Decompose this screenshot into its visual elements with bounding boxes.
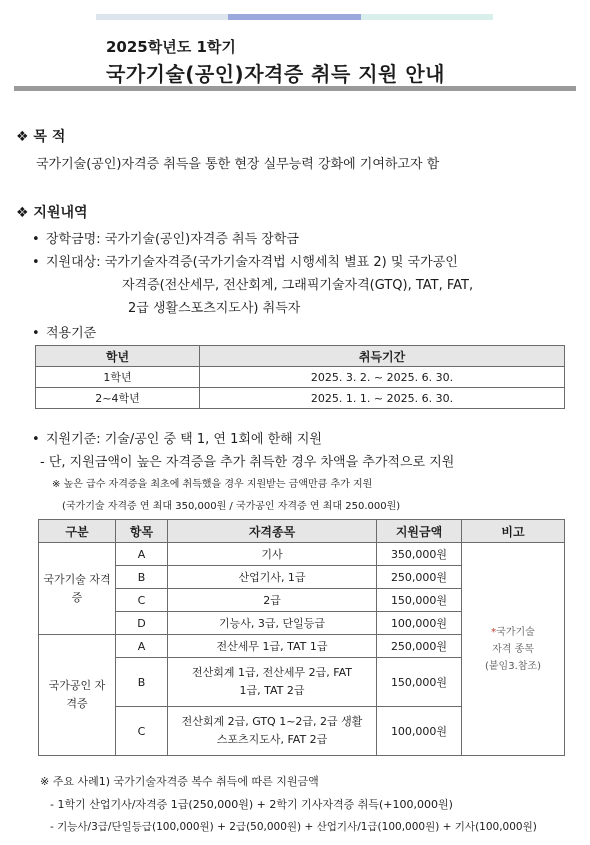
amount-header-qualification: 자격종목 [168, 520, 377, 543]
item-letter: A [116, 635, 168, 658]
example-line-2: - 기능사/3급/단일등급(100,000원) + 2급(50,000원) + 산업기사/1급(100,000원) + 기사(100,000원) [50, 821, 537, 833]
group-national-technical: 국가기술 자격증 [39, 543, 116, 635]
page-subtitle: 2025학년도 1학기 [106, 38, 236, 56]
amount: 150,000원 [377, 589, 462, 612]
scholarship-text: 장학금명: 국가기술(공인)자격증 취득 장학금 [46, 232, 299, 247]
period-table-header [36, 346, 565, 367]
target-text-1: 지원대상: 국가기술자격증(국가기술자격법 시행세칙 별표 2) 및 국가공인 [46, 255, 458, 270]
rule-note-2: (국가기술 자격증 연 최대 350,000원 / 국가공인 자격증 연 최대 250.000원) [62, 501, 401, 512]
rule-main-line: • 지원기준: 기술/공인 중 택 1, 연 1회에 한해 지원 [32, 432, 322, 447]
scholarship-line: • 장학금명: 국가기술(공인)자격증 취득 장학금 [32, 232, 299, 247]
period-header-period: 취득기간 [200, 346, 565, 367]
qualification: 전산세무 1급, TAT 1급 [168, 635, 377, 658]
amount: 150,000원 [377, 658, 462, 707]
amount: 250,000원 [377, 635, 462, 658]
amount: 100,000원 [377, 612, 462, 635]
amount-header-amount: 지원금액 [377, 520, 462, 543]
item-letter: A [116, 543, 168, 566]
title-rule [14, 86, 576, 91]
qualification: 기사 [168, 543, 377, 566]
qualification: 기능사, 3급, 단일등급 [168, 612, 377, 635]
top-bar-segment-light [96, 14, 228, 20]
period-table [35, 345, 565, 409]
remark-line-3: (붙임3.참조) [485, 660, 541, 672]
remark-line-1: 국가기술 [496, 626, 535, 638]
amount: 250,000원 [377, 566, 462, 589]
page-title: 국가기술(공인)자격증 취득 지원 안내 [106, 62, 445, 86]
remark-star: * [491, 626, 497, 638]
period-grade: 1학년 [36, 367, 200, 388]
target-line-1: • 지원대상: 국가기술자격증(국가기술자격법 시행세칙 별표 2) 및 국가공인 [32, 255, 458, 270]
amount: 100,000원 [377, 707, 462, 756]
group-national-certified: 국가공인 자격증 [39, 635, 116, 756]
qualification: 2급 [168, 589, 377, 612]
amount-header-category: 구분 [39, 520, 116, 543]
table-row [36, 388, 565, 409]
amount-table-header [39, 520, 565, 543]
remark-cell [462, 543, 565, 756]
item-letter: C [116, 707, 168, 756]
period-grade: 2~4학년 [36, 388, 200, 409]
item-letter: C [116, 589, 168, 612]
qualification: 전산회계 2급, GTQ 1~2급, 2급 생활스포츠지도사, FAT 2급 [168, 707, 377, 756]
rule-sub-line: - 단, 지원금액이 높은 자격증을 추가 취득한 경우 차액을 추가적으로 지원 [40, 455, 455, 470]
amount-header-remark: 비고 [462, 520, 565, 543]
criteria-line: • 적용기준 [32, 326, 97, 341]
item-letter: B [116, 566, 168, 589]
amount-header-item: 항목 [116, 520, 168, 543]
period-header-grade: 학년 [36, 346, 200, 367]
period-range: 2025. 3. 2. ~ 2025. 6. 30. [200, 367, 565, 388]
remark-line-2: 자격 종목 [492, 643, 534, 655]
target-line-3: 2급 생활스포츠지도사) 취득자 [128, 301, 301, 316]
top-bar-segment-mid [228, 14, 360, 20]
purpose-heading: ❖ 목 적 [16, 129, 66, 145]
target-line-2: 자격증(전산세무, 전산회계, 그래픽기술자격(GTQ), TAT, FAT, [122, 278, 474, 293]
period-range: 2025. 1. 1. ~ 2025. 6. 30. [200, 388, 565, 409]
amount-table [38, 519, 565, 756]
item-letter: D [116, 612, 168, 635]
example-title: ※ 주요 사례1) 국가기술자격증 복수 취득에 따른 지원금액 [40, 775, 319, 788]
table-row [36, 367, 565, 388]
example-line-1: - 1학기 산업기사/자격증 1급(250,000원) + 2학기 기사자격증 취득(+100,000원) [50, 798, 453, 811]
item-letter: B [116, 658, 168, 707]
qualification: 산업기사, 1급 [168, 566, 377, 589]
qualification: 전산회계 1급, 전산세무 2급, FAT 1급, TAT 2급 [168, 658, 377, 707]
purpose-text: 국가기술(공인)자격증 취득을 통한 현장 실무능력 강화에 기여하고자 함 [36, 157, 440, 172]
top-decor-bar [96, 14, 493, 20]
top-bar-segment-teal [361, 14, 493, 20]
rule-main-text: 지원기준: 기술/공인 중 택 1, 연 1회에 한해 지원 [46, 432, 322, 447]
rule-note-1: ※ 높은 급수 자격증을 최초에 취득했을 경우 지원받는 금액만큼 추가 지원 [52, 479, 373, 490]
table-row [39, 543, 565, 566]
amount: 350,000원 [377, 543, 462, 566]
support-heading: ❖ 지원내역 [16, 205, 88, 221]
criteria-text: 적용기준 [46, 326, 97, 341]
